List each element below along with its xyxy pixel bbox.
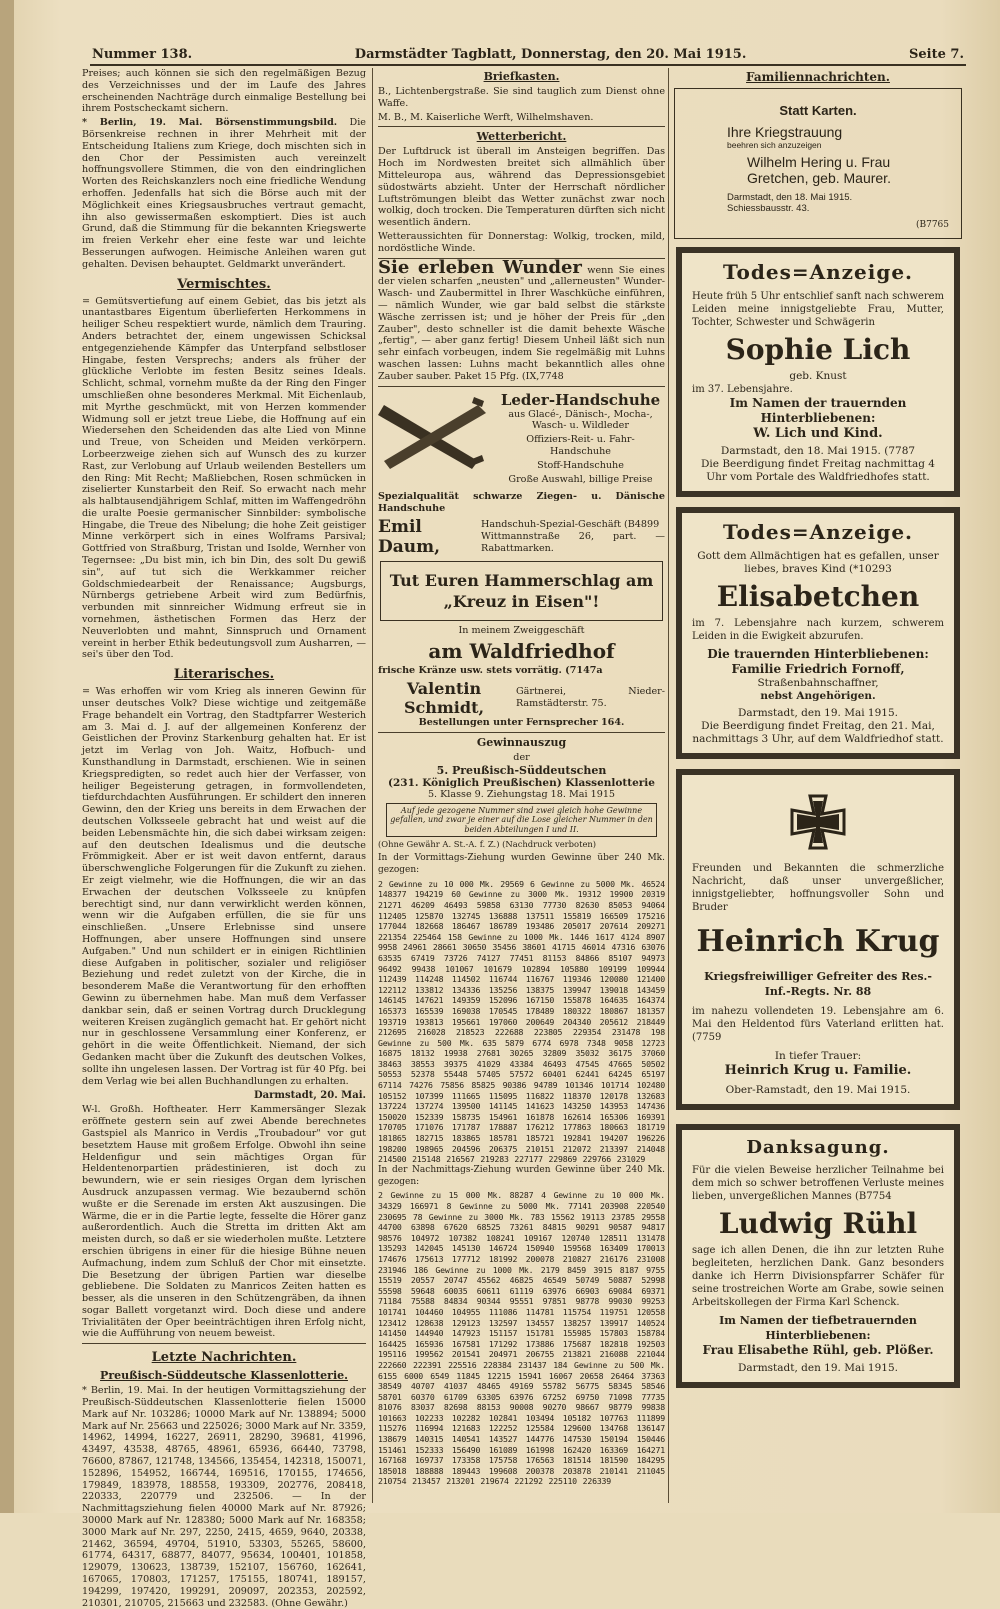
advert-hammerschlag (380, 561, 663, 621)
article-paragraph: Preises; auch können sie sich den regelmäßigen Bezug des Verzeichnisses und der im Laufe des Jahres erscheinenden Nachträge durch einmalige Bestellung bei ihrem Postscheckamt sichern. (82, 68, 366, 115)
card-line: Wilhelm Hering u. Frau (747, 154, 891, 170)
advert-title: Leder-Handschuhe (500, 390, 661, 409)
notice-date: Darmstadt, den 18. Mai 1915. (7787 (720, 445, 916, 457)
article-paragraph: = Was erhoffen wir vom Krieg als inneren Gewinn für unser deutsches Volk? Diese wichtige und zeitgemäße Frage behandelt ein Vortrag, den Stadtpfarrer Westerich am 3. Mai d. J. auf der allgemeinen Konferenz der Geistlichen der Provinz Starkenburg gehalten hat. Er ist jetzt im Verlag von Joh. Waitz, Hofbuch- und Kunsthandlung in Darmstadt, erschienen. Wie in seinen Kriegspredigten, so redet auch hier der Verfasser, von heiliger Begeisterung getragen, in formvollendeten, tiefdurchdachten Ausführungen. Er schildert den inneren Gewinn, den der Krieg uns bereits in dem Erwachen der deutschen Volksseele gebracht hat und weist auf die beiden Lebensmächte hin, die sich dabei wirksam zeigen: auf den deutschen Idealismus und die deutsche Frömmigkeit. Aber er ist weit davon entfernt, daraus überschwengliche Folgerungen für die Zukunft zu ziehen. Er zeigt vielmehr, wie die Hoffnungen, die wir an das Erwachen der deutschen Volksseele zu knüpfen berechtigt sind, nur dann verwirklicht werden können, wenn wir die Aufgaben erfüllen, die sie für uns einschließen. „Unsere Erlebnisse sind unsere Hoffnungen, aber unsere Hoffnungen sind unsere Aufgaben." Und nun schildert er in einigen Richtlinien diese Aufgaben in politischer, sozialer und religiöser Beziehung und redet zuletzt von der Kirche, die in besonderem Maße die Verantwortung für den erhofften Gewinn zu übernehmen habe. Man muß dem Verfasser dankbar sein, daß er seinen Vortrag durch Drucklegung weiteren Kreisen zugänglich gemacht hat. Er gehört nicht nur in geschlossene Versammlung einer Konferenz, er gehört in die weite Öffentlichkeit. Niemand, der sich Gedanken macht über die Zukunft des deutschen Volkes, sollte ihn ungelesen lassen. Der Vortrag ist für 40 Pfg. bei dem Verlag wie bei allen Buchhandlungen zu erhalten. (82, 686, 366, 1087)
notice-date: Darmstadt, den 19. Mai 1915. (738, 707, 898, 719)
notice-title: Todes=Anzeige. (722, 520, 914, 544)
letter-reply: B., Lichtenbergstraße. Sie sind tauglich zum Dienst ohne Waffe. (378, 86, 665, 109)
section-heading-wetterbericht: Wetterbericht. (476, 130, 567, 144)
notice-date: Ober-Ramstadt, den 19. Mai 1915. (725, 1084, 911, 1096)
advert-line: Große Auswahl, billige Preise (508, 473, 653, 485)
section-heading-vermischtes: Vermischtes. (177, 276, 271, 292)
lottery-numbers-morning: 2 Gewinne zu 10 000 Mk. 29569 6 Gewinne zu 5000 Mk. 46524 148377 194219 60 Gewinne zu 3000 Mk. 19312 19900 20319 21271 46209 46493 59858 63130 77730 82630 85053 94064 112405 125870 132745 136888 137511 155819 166509 175216 177044 182668 186467 186789 193486 205017 207614 209271 221354 225464 158 Gewinne zu 1000 Mk. 1446 1617 4124 8907 9958 24961 28661 30650 35456 38601 41715 46014 47316 63076 63535 67419 73726 74127 77451 81153 84866 85107 94973 96492 99438 101067 101679 102894 105880 109199 109944 112439 114248 114502 116744 116767 119346 120080 121400 122112 133812 134336 135256 138375 139947 139018 143459 146145 147621 149359 152096 167150 155878 164635 164374 165373 165539 169038 170545 178489 180322 180867 181357 193719 193813 195661 197060 200649 204340 205612 218449 212695 216028 218523 222688 223805 229354 231478 198 Gewinne zu 500 Mk. 635 5879 6774 6978 7348 9058 12723 16875 18132 19938 27681 30265 32809 35032 36175 37060 38463 38553 39375 41029 43384 46493 47545 47665 50502 50553 52378 55448 57405 57572 60401 62441 64245 65197 67114 74276 75856 85825 90386 94789 101346 101714 102480 105152 107399 111665 115095 116822 118370 120178 132683 137224 137274 139500 141145 141623 143250 143953 147436 150020 152339 158735 154961 161878 162614 165306 169391 170705 171076 171787 178887 176212 177863 180663 181719 181865 182715 183865 185781 185721 192841 194207 196226 198200 198965 204596 206375 210151 212072 213397 214048 214500 215148 216567 219283 227177 229869 229766 231029 (378, 878, 665, 1165)
lottery-morning-heading: In der Vormittags-Ziehung wurden Gewinne über 240 Mk. gezogen: (378, 853, 665, 875)
iron-cross-icon (788, 792, 848, 852)
deceased-name: Sophie Lich (725, 333, 911, 366)
lottery-subtitle: 5. Klasse 9. Ziehungstag 18. Mai 1915 (427, 789, 616, 801)
notice-line: im 37. Lebensjahre. (692, 384, 793, 395)
notice-burial: Die Beerdigung findet Freitag nachmittag 4 Uhr vom Portale des Waldfriedhofes statt. (701, 458, 935, 483)
notice-line: nebst Angehörigen. (760, 690, 876, 702)
death-notice-lich (676, 247, 960, 497)
advert-luhns (378, 256, 665, 383)
rule (378, 126, 665, 127)
lottery-subtitle: der (513, 752, 530, 764)
notice-rank: Kriegsfreiwilliger Gefreiter des Res.-Inf.-Regts. Nr. 88 (704, 970, 932, 998)
column-2 (378, 68, 665, 1503)
column-1 (82, 68, 366, 1609)
section-heading-literarisches: Literarisches. (173, 667, 275, 683)
wedding-announcement (674, 88, 962, 239)
deceased-name: Heinrich Krug (696, 924, 940, 959)
notice-text: im 7. Lebensjahre nach kurzem, schwerem Leiden in die Ewigkeit abzurufen. (692, 618, 944, 642)
lottery-results (378, 736, 665, 1487)
section-heading-briefkasten: Briefkasten. (483, 70, 560, 83)
rule (378, 386, 665, 387)
lottery-afternoon-heading: In der Nachmittags-Ziehung wurden Gewinne über 240 Mk. gezogen: (378, 1164, 665, 1187)
advert-leather-gloves (378, 391, 665, 488)
advert-line: Spezialqualität schwarze Ziegen- u. Dänische Handschuhe (378, 491, 665, 515)
article-paragraph (82, 117, 366, 270)
article-paragraph: * Berlin, 19. Mai. In der heutigen Vormittagsziehung der Preußisch-Süddeutschen Klassenlotterie fielen 15000 Mark auf Nr. 103286; 10000 Mark auf Nr. 138894; 5000 Mark auf Nr. 25663 und 225026; 3000 Mark auf Nr. 3359, 14962, 14994, 16227, 26911, 28290, 39681, 41996, 43497, 43538, 48765, 48961, 65936, 66440, 73798, 76600, 87867, 121748, 134566, 135454, 142318, 150071, 152896, 154952, 166744, 169516, 170155, 174656, 179849, 183978, 188558, 193309, 202776, 208418, 220333, 220779 und 232506. — In der Nachmittagsziehung fielen 40000 Mark auf Nr. 87926; 30000 Mark auf Nr. 128380; 5000 Mark auf Nr. 168358; 3000 Mark auf Nr. 297, 2250, 2415, 4659, 9640, 20338, 21462, 36594, 49704, 51910, 53303, 55265, 58600, 61774, 64317, 68877, 84077, 95634, 100401, 101858, 129079, 130623, 138739, 152107, 156760, 162641, 167065, 170803, 171257, 175155, 180741, 189157, 194299, 197420, 199291, 209097, 202353, 202592, 210301, 210705, 215663 und 232583. (Ohne Gewähr.) (82, 1385, 366, 1609)
advert-text: wenn Sie eines der vielen scharfen „neusten" und „allerneusten" Wunder-Wasch- und Zaubermittel in Ihrer Waschküche einführen, — nämlich Wunder, wie gar bald selbst die stärkste Wäsche zerrissen ist; und je höher der Preis für „den Zauber", desto schneller ist die damit behexte Wäsche „fertig", — aber ganz fertig! Diesem Unheil läßt sich nun sehr einfach vorbeugen, indem Sie regelmäßig mit Luhns waschen lassen: Luhns macht bekanntlich alles ohne Zauber sauber. Paket 15 Pfg. (IX,7748 (378, 264, 665, 382)
notice-signature: Heinrich Krug u. Familie. (724, 1063, 912, 1078)
notice-text: sage ich allen Denen, die ihn zur letzten Ruhe begleiteten, herzlichen Dank. Ganz besonders danke ich Herrn Divisionspfarrer Schäfer für seine trostreichen Worte am Grabe, sowie seinen Arbeitskollegen der Firma Karl Schenck. (692, 1245, 944, 1308)
lottery-note (386, 803, 657, 838)
advert-gaertnerei (378, 625, 665, 728)
advert-line: Stoff-Handschuhe (537, 459, 624, 471)
card-line: Gretchen, geb. Maurer. (747, 170, 891, 186)
section-heading-familiennachrichten: Familiennachrichten. (746, 70, 890, 84)
crossed-gloves-icon (378, 391, 490, 471)
notice-text: im nahezu vollendeten 19. Lebensjahre am 6. Mai den Heldentod fürs Vaterland erlitten hat. (7759 (692, 1006, 944, 1043)
weather-forecast: Wetteraussichten für Donnerstag: Wolkig, trocken, mild, nordöstliche Winde. (378, 230, 665, 254)
column-3 (672, 68, 964, 1503)
advert-line: Gärtnerei, Nieder-Ramstädterstr. 75. (515, 685, 665, 709)
weather-report: Der Luftdruck ist überall im Ansteigen begriffen. Das Hoch im Nordwesten breitet sich allmählich über Mitteleuropa aus, während das Depressionsgebiet südostwärts abzieht. Unter der Herrschaft nördlicher Luftströmungen bleibt das Wetter zunächst zwar noch wolkig, doch trocken. Die Temperaturen dürften sich nicht wesentlich ändern. (378, 146, 665, 229)
death-notice-krug (676, 769, 960, 1110)
article-lead: * Berlin, 19. Mai. Börsenstimmungsbild. (82, 117, 338, 129)
notice-signature: Familie Friedrich Fornoff, (731, 662, 905, 676)
advert-line: Offiziers-Reit- u. Fahr-Handschuhe (526, 434, 635, 457)
issue-number: Nummer 138. (92, 46, 193, 62)
notice-date: Darmstadt, den 19. Mai 1915. (738, 1362, 898, 1374)
dateline: Darmstadt, 20. Mai. (253, 1090, 366, 1102)
notice-mourners: Im Namen der tiefbetrauernden Hinterbliebenen: (719, 1314, 917, 1342)
notice-text: Heute früh 5 Uhr entschlief sanft nach schwerem Leiden meine innigstgeliebte Frau, Mutter, Tochter, Schwester und Schwägerin (692, 291, 944, 328)
deceased-name: Ludwig Rühl (718, 1207, 918, 1240)
notice-title: Danksagung. (746, 1137, 890, 1158)
notice-mourners: Die trauernden Hinterbliebenen: (707, 647, 929, 661)
column-divider (372, 68, 373, 1503)
lottery-numbers-afternoon: 2 Gewinne zu 15 000 Mk. 88287 4 Gewinne zu 10 000 Mk. 34329 166971 8 Gewinne zu 5000 Mk. 77141 203908 220540 230695 78 Gewinne zu 3000 Mk. 783 15562 19113 23785 29558 44700 63898 67620 68525 73261 84815 90291 90587 94817 98576 104972 107382 108241 109167 120740 128511 131478 135293 142045 145130 146724 150940 159568 163409 170013 174676 175613 177712 181992 200078 210827 216176 231008 231946 186 Gewinne zu 1000 Mk. 2179 8459 3915 8187 9755 15519 20557 20747 45562 46825 46549 50749 50887 52998 55598 59648 60035 60611 61119 63976 66903 69084 69371 71184 75588 84834 90344 95551 97851 98778 99030 99253 101741 104460 104955 111086 114781 115754 119751 120558 123412 128638 129123 132597 134557 138257 139917 140524 141450 144940 147923 151157 151781 155985 157803 158784 164425 165936 167581 171292 173886 175687 182818 192503 195116 199562 201541 204971 206755 213821 216088 221044 222660 222391 225516 228384 231437 184 Gewinne zu 500 Mk. 6155 6000 6549 11845 12215 15941 16067 20658 26464 37363 38549 40707 41037 48465 49169 55782 56775 58345 58546 58701 60370 61709 63305 63976 67252 69750 71098 77735 81076 83037 82698 88153 90008 90270 98667 98779 99838 101663 102233 102282 102841 103494 105182 107763 111899 115276 116994 121683 122252 125584 129600 134768 136147 138679 140315 140541 143527 144776 147530 150194 150446 151461 152333 156490 161089 161998 162420 163369 164271 167168 169737 173358 175758 176563 181514 181590 184295 185018 188888 189443 199608 200378 203878 210141 211045 210754 213457 213201 219674 221292 225110 226339 (378, 1190, 665, 1487)
lottery-title: Gewinnauszug (476, 736, 567, 750)
lottery-disclaimer: (Ohne Gewähr A. St.-A. f. Z.) (Nachdruck verboten) (378, 839, 597, 850)
notice-burial: Die Beerdigung findet Freitag, den 21. Mai, nachmittags 3 Uhr, auf dem Waldfriedhof statt. (692, 720, 944, 745)
card-line: Ihre Kriegstrauung (727, 124, 843, 140)
page-header (92, 44, 964, 64)
column-divider (668, 68, 669, 1503)
section-heading-letzte-nachrichten: Letzte Nachrichten. (151, 1350, 297, 1366)
subheading: Preußisch-Süddeutsche Klassenlotterie. (100, 1369, 348, 1383)
notice-line: geb. Knust (789, 370, 847, 382)
advert-line: Bestellungen unter Fernsprecher 164. (418, 716, 625, 728)
advert-line: Handschuh-Spezial-Geschäft (B4899 (481, 519, 660, 531)
lottery-subtitle: 5. Preußisch-Süddeutschen (436, 764, 607, 778)
lottery-subtitle: (231. Königlich Preußischen) Klassenlotterie (388, 777, 655, 790)
thanks-notice-ruehl (676, 1124, 960, 1388)
rule (82, 1343, 366, 1344)
advert-headline: am Waldfriedhof (428, 638, 615, 663)
deceased-name: Elisabetchen (716, 580, 920, 613)
masthead-date: Darmstädter Tagblatt, Donnerstag, den 20. Mai 1915. (354, 46, 747, 62)
advert-headline: Sie erleben Wunder (378, 256, 582, 278)
death-notice-elisabetchen (676, 507, 960, 759)
advert-merchant-name: Valentin Schmidt, (403, 678, 485, 717)
article-paragraph: W-l. Großh. Hoftheater. Herr Kammersänger Slezak eröffnete gestern sein auf zwei Abende berechnetes Gastspiel als Manrico in Verdis „Troubadour" vor gut besetztem Hause mit großem Erfolge. Obwohl ihn seine Heldenfigur und sein mächtiges Organ für Heldentenorpartien prädestinieren, ist doch zu bewundern, wie er sein riesiges Organ dem lyrischen Ausdruck anzupassen vermag. Wie bezaubernd schön wußte er die Serenade im ersten Akt auszusingen. Die Wärme, die er in die Partie legte, fesselte die Hörer ganz außerordentlich. Auch die Stretta im dritten Akt am meisten durch, so daß er sie wiederholen mußte. Letztere erschien übrigens in einer für die hiesige Bühne neuen Aufmachung, indem zum Schluß der Chor mit einsetzte. Die Besetzung der übrigen Partien war dieselbe gebliebene. Die Soldaten zu Manricos Zeiten hatten es besser, als die unseren in den Schützengräben, da ihnen sogar Ballett vorgetanzt wird. Doch diese und andere Trivialitäten der Oper beeinträchtigen ihren Erfolg nicht, wie die Aufführung von neuem beweist. (82, 1104, 366, 1340)
notice-title: Todes=Anzeige. (722, 260, 914, 284)
header-rule (90, 64, 966, 66)
advert-line: frische Kränze usw. stets vorrätig. (7147a (378, 664, 603, 676)
advert-line: aus Glacé-, Dänisch-, Mocha-, Wasch- u. Wildleder (508, 408, 653, 432)
notice-signature: Frau Elisabethe Rühl, geb. Plößer. (702, 1343, 934, 1357)
notice-text: Gott dem Allmächtigen hat es gefallen, unser liebes, braves Kind (*10293 (697, 550, 939, 575)
advert-headline: Tut Euren Hammerschlag am „Kreuz in Eisen"! (389, 570, 654, 611)
advert-line: In meinem Zweiggeschäft (458, 624, 585, 636)
advert-line: Wittmannstraße 26, part. — Rabattmarken. (481, 531, 665, 554)
page-binding-edge (0, 0, 14, 1513)
notice-mourners: Im Namen der trauernden Hinterbliebenen: (729, 396, 907, 425)
rule (378, 732, 665, 733)
notice-mourners: In tiefer Trauer: (774, 1050, 862, 1062)
advert-merchant-name: Emil Daum, (378, 516, 441, 557)
page-number: Seite 7. (909, 46, 964, 62)
notice-text: Für die vielen Beweise herzlicher Teilnahme bei dem mich so schwer betroffenen Verluste meines lieben, unvergeßlichen Mannes (B7754 (692, 1165, 944, 1202)
card-code: (B7765 (915, 220, 949, 230)
article-text: Die Börsenkreise rechnen in ihrer Mehrheit mit der Entscheidung Italiens zum Kriege, doch mischten sich in den Chor der Pessimisten auch vereinzelt hoffnungsvollere Stimmen, die von den eindringlichen Worten des Reichskanzlers noch eine friedliche Wendung erhoffen. Jedenfalls hat sich die Börse auch mit der Möglichkeit eines Kriegsausbruches vertraut gemacht, ihn also gewissermaßen eskomptiert. Dies ist auch Grund, daß die Stimmung für die bekannten Kriegswerte im freien Verkehr eher eine feste war und leichte Besserungen aufwogen. Heimische Anleihen waren gut gehalten. Devisen behauptet. Geldmarkt unverändert. (82, 117, 366, 270)
notice-signature: W. Lich und Kind. (753, 426, 883, 441)
card-line: Schiessbausstr. 43. (727, 203, 810, 214)
article-paragraph: = Gemütsvertiefung auf einem Gebiet, das bis jetzt als unantastbares Eigentum überlieferten Herkommens in heiliger Scheu respektiert wurde, nämlich dem Trauring. Anders betrachtet der, einem ungewissen Schicksal entgegenziehende Kämpfer das Unterpfand selbstloser Hingabe, festen Versprechs; anders als früher der glückliche Verlobte im festen Besitz seines Ideals. Schlicht, schmal, vornehm mußte da der Ring den Finger umschließen ohne besonderes Merkmal. Mit Eichenlaub, mit Myrthe geschmückt, mit von Herzen kommender Widmung soll er jetzt treue Liebe, die Hoffnung auf ein Wiedersehen den Scheidenden das alte Lied von Minne und Treue, von Scheiden und Meiden verkörpern. Lorbeerzweige ziehen sich auf Wunsch des zu kurzer Rast, zur Verlobung auf Urlaub weilenden Bestellers um den Ring: Mit Recht; Maßliebchen, Rosen schmücken in ziselierter Kunstarbeit den Reif. So erwacht nach mehr als halbtausendjährigem Schlaf, mitten im Waffengedröhn die uralte Poesie germanischer Sinnbilder: symbolische Hingabe, die Treue des Nibelung; die hohe Zeit geistiger Minne verkörpert sich in eines Wolframs Parsival; Gottfried von Straßburg, Tristan und Isolde, Wernher von Tegernsee: „Du bist min, ich bin Din, des solt Du gewiß sin", auf tut sich die Werkkammer reicher Goldschmiedearbeit der Renaissance; Augsburgs, Nürnbergs getriebene Arbeit wird zum Bedürfnis, verbunden mit sinnreicher Widmung erfreut sie in vornehmen, ästhetischen Formen das Herz der Neuverlobten und mahnt, Sinnspruch und Ornament vereint in herber Ethik bedeutungsvoll zum Ausharren, — sei's über den Tod. (82, 295, 366, 661)
notice-line: Straßenbahnschaffner, (757, 677, 879, 689)
letter-reply: M. B., M. Kaiserliche Werft, Wilhelmshaven. (378, 111, 594, 123)
notice-text: Freunden und Bekannten die schmerzliche Nachricht, daß unser unvergeßlicher, innigstgeliebter, hoffnungsvoller Sohn und Bruder (692, 863, 944, 913)
card-title: Statt Karten. (779, 103, 857, 118)
card-line: beehren sich anzuzeigen (727, 140, 822, 150)
lottery-note-text: Auf jede gezogene Nummer sind zwei gleich hohe Gewinne gefallen, und zwar je einer auf die Lose gleicher Nummer in den beiden Abteilungen I und II. (390, 805, 653, 834)
card-line: Darmstadt, den 18. Mai 1915. (727, 192, 853, 203)
